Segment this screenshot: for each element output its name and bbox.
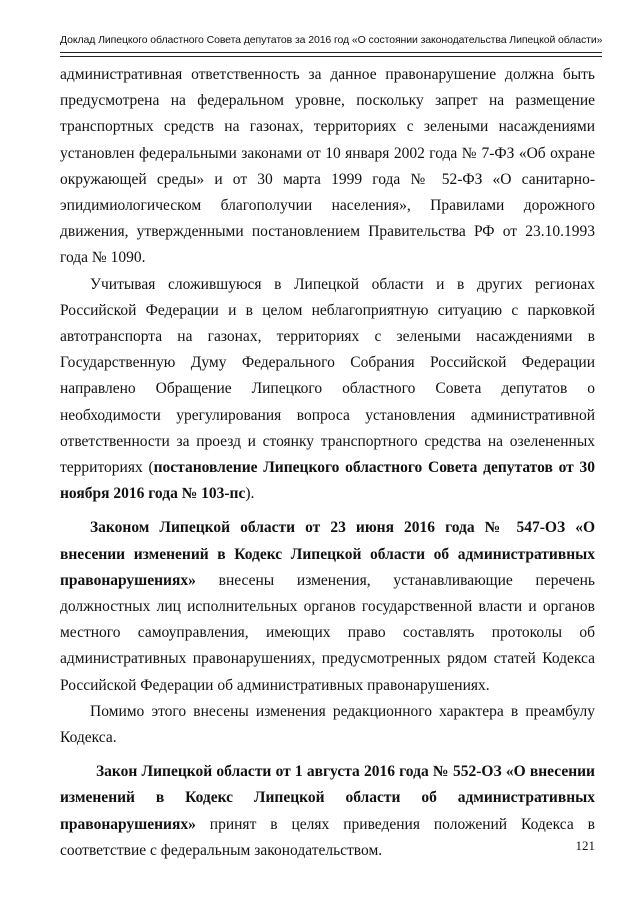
running-header: Доклад Липецкого областного Совета депутатов за 2016 год «О состоянии законодательства Липецкой области» (60, 34, 603, 46)
paragraph-4: Помимо этого внесены изменения редакционного характера в преамбулу Кодекса. (60, 702, 595, 747)
paragraph-2-bold-reference: постановление Липецкого областного Совета депутатов от 30 ноября 2016 года № 103-пс (60, 459, 595, 503)
page-number: 121 (575, 838, 595, 853)
paragraph-5 (60, 759, 595, 864)
paragraph-5-bold-law: Закон Липецкой области от 1 августа 2016 года № 552-ОЗ «О внесении изменений в Кодекс Липецкой области об административных правонарушениях» (60, 763, 595, 833)
header-double-rule (60, 52, 602, 57)
paragraph-5-text: принят в целях приведения положений Кодекса в соответствие с федеральным законодательством. (60, 815, 595, 859)
paragraph-2-text: Учитывая сложившуюся в Липецкой области и в других регионах Российской Федерации и в целом неблагоприятную ситуацию с парковкой автотранспорта на газонах, территориях с зелеными насаждениями в Государственную Думу Федерального Собрания Российской Федерации направлено Обращение Липецкого областного Совета депутатов о необходимости урегулирования вопроса установления административной ответственности за проезд и стоянку транспортного средства на озелененных территориях ( (60, 275, 595, 477)
paragraph-3-bold-law: Законом Липецкой области от 23 июня 2016 года № 547-ОЗ «О внесении изменений в Кодекс Липецкой области об административных правонарушениях» (60, 519, 595, 589)
document-body (60, 62, 595, 864)
paragraph-1: административная ответственность за данное правонарушение должна быть предусмотрена на федеральном уровне, поскольку запрет на размещение транспортных средств на газонах, территориях с зелеными насаждениями установлен федеральными законами от 10 января 2002 года № 7-ФЗ «Об охране окружающей среды» и от 30 марта 1999 года № 52-ФЗ «О санитарно-эпидимиологическом благополучии населения», Правилами дорожного движения, утвержденными постановлением Правительства РФ от 23.10.1993 года № 1090. (60, 66, 595, 267)
paragraph-3 (60, 515, 595, 698)
paragraph-2 (60, 272, 595, 508)
paragraph-3-text: внесены изменения, устанавливающие перечень должностных лиц исполнительных органов государственной власти и органов местного самоуправления, имеющих право составлять протоколы об административных правонарушениях, предусмотренных рядом статей Кодекса Российской Федерации об административных правонарушениях. (60, 571, 595, 694)
paragraph-2-end: ). (245, 485, 255, 503)
